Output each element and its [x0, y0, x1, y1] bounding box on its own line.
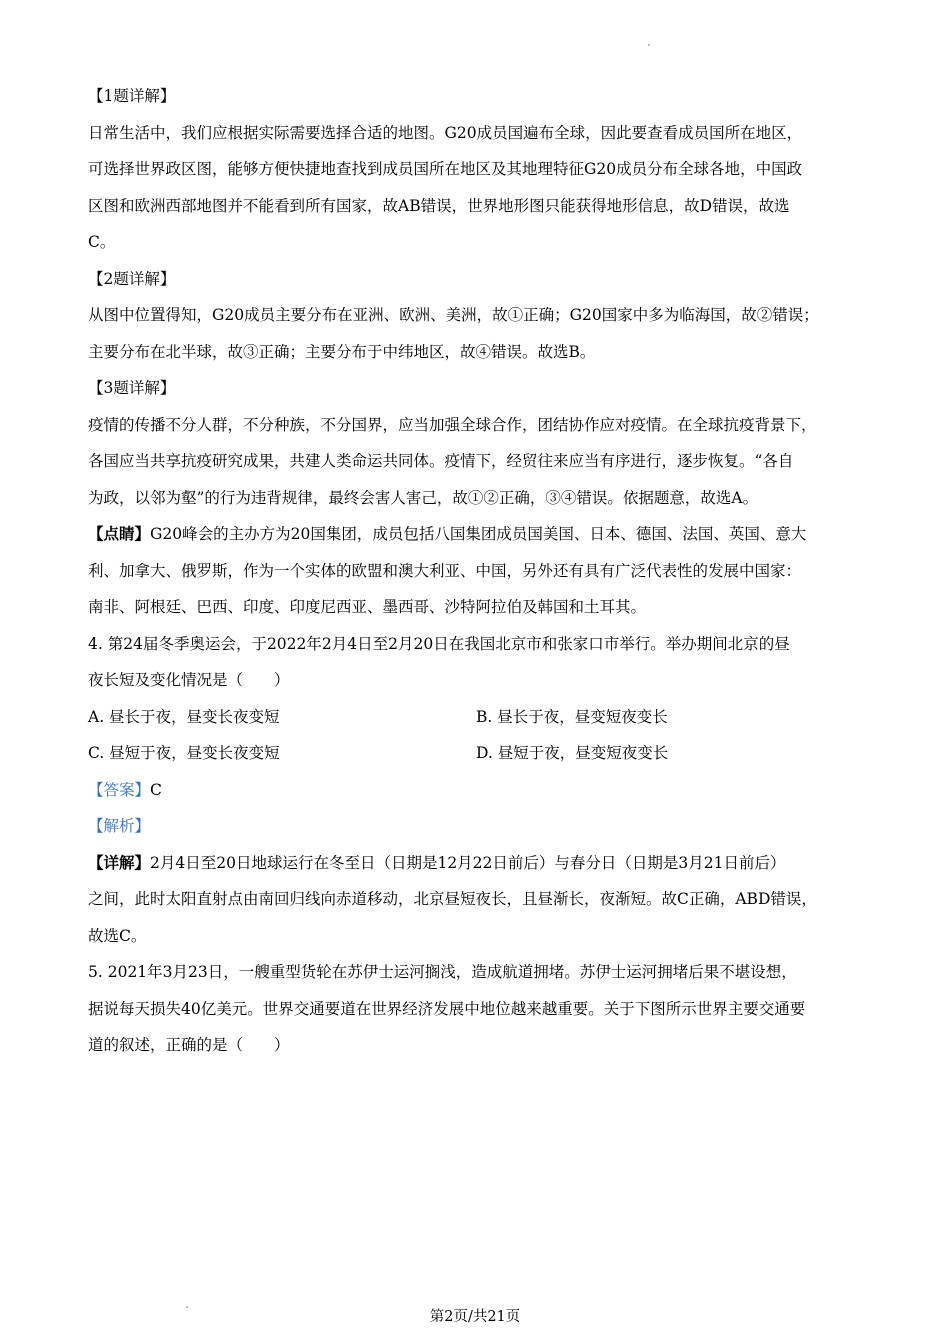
q4-stem-line-1: 4. 第24届冬季奥运会，于2022年2月4日至2月20日在我国北京市和张家口市举行。举办期间北京的昼	[88, 634, 790, 653]
dianjing-label: 【点睛】	[88, 524, 151, 543]
detail-text-1: 2月4日至20日地球运行在冬至日（日期是12月22日前后）与春分日（日期是3月21日前后）	[150, 853, 786, 872]
q4-option-c: C. 昼短于夜，昼变长夜变短	[88, 744, 280, 762]
q3-heading: 【3题详解】	[88, 379, 176, 397]
dianjing-line-3: 南非、阿根廷、巴西、印度、印度尼西亚、墨西哥、沙特阿拉伯及韩国和土耳其。	[88, 598, 647, 616]
q4-stem-line-2: 夜长短及变化情况是（ ）	[88, 671, 290, 689]
q1-line-2: 可选择世界政区图，能够方便快捷地查找到成员国所在地区及其地理特征G20成员分布全球各地，中国政	[88, 160, 803, 178]
answer-label: 【答案】	[88, 780, 151, 799]
q5-stem-line-3: 道的叙述，正确的是（ ）	[88, 1036, 290, 1054]
page-speck-top	[648, 44, 650, 46]
dianjing-text-1: G20峰会的主办方为20国集团，成员包括八国集团成员国美国、日本、德国、法国、英国、意大	[150, 525, 807, 543]
q4-option-d: D. 昼短于夜，昼变短夜变长	[476, 744, 669, 762]
q5-stem-line-1: 5. 2021年3月23日，一艘重型货轮在苏伊士运河搁浅，造成航道拥堵。苏伊士运河拥堵后果不堪设想，	[88, 963, 797, 981]
q4-option-b: B. 昼长于夜，昼变短夜变长	[476, 707, 668, 726]
q1-heading: 【1题详解】	[88, 87, 176, 105]
page-footer: 第2页/共21页	[429, 1309, 521, 1325]
q1-line-3: 区图和欧洲西部地图并不能看到所有国家，故AB错误，世界地形图只能获得地形信息，故D错误，故选	[88, 196, 790, 215]
q3-line-3: 为政，以邻为壑”的行为违背规律，最终会害人害己，故①②正确，③④错误。依据题意，故选A。	[88, 488, 759, 507]
analysis-label: 【解析】	[88, 817, 151, 835]
q4-detail-line-2: 之间，此时太阳直射点由南回归线向赤道移动，北京昼短夜长，且昼渐长，夜渐短。故C正确，ABD错误，	[88, 890, 817, 908]
q4-detail-line-3: 故选C。	[88, 926, 147, 945]
q2-line-1: 从图中位置得知，G20成员主要分布在亚洲、欧洲、美洲，故①正确；G20国家中多为临海国，故②错误；	[88, 306, 819, 324]
q4-option-a: A. 昼长于夜，昼变长夜变短	[88, 707, 280, 726]
q4-options-row-1	[88, 699, 873, 736]
q3-line-1: 疫情的传播不分人群，不分种族，不分国界，应当加强全球合作，团结协作应对疫情。在全球抗疫背景下，	[88, 415, 817, 434]
detail-label: 【详解】	[88, 852, 151, 872]
q4-detail-line-1	[88, 845, 873, 882]
q1-line-1: 日常生活中，我们应根据实际需要选择合适的地图。G20成员国遍布全球，因此要查看成员国所在地区，	[88, 123, 803, 142]
q4-options-row-2	[88, 735, 873, 772]
q2-line-2: 主要分布在北半球，故③正确；主要分布于中纬地区，故④错误。故选B。	[88, 342, 596, 361]
answer-value: C	[150, 780, 162, 799]
dianjing-line-1	[88, 516, 873, 553]
q5-stem-line-2: 据说每天损失40亿美元。世界交通要道在世界经济发展中地位越来越重要。关于下图所示世界主要交通要	[88, 999, 806, 1018]
q4-answer-line	[88, 772, 873, 809]
dianjing-line-2: 利、加拿大、俄罗斯，作为一个实体的欧盟和澳大利亚、中国，另外还有具有广泛代表性的发展中国家：	[88, 561, 802, 580]
page-content	[88, 78, 873, 1064]
q2-heading: 【2题详解】	[88, 269, 176, 288]
q1-line-4: C。	[88, 233, 116, 251]
q3-line-2: 各国应当共享抗疫研究成果，共建人类命运共同体。疫情下，经贸往来应当有序进行，逐步恢复。“各自	[88, 452, 794, 470]
